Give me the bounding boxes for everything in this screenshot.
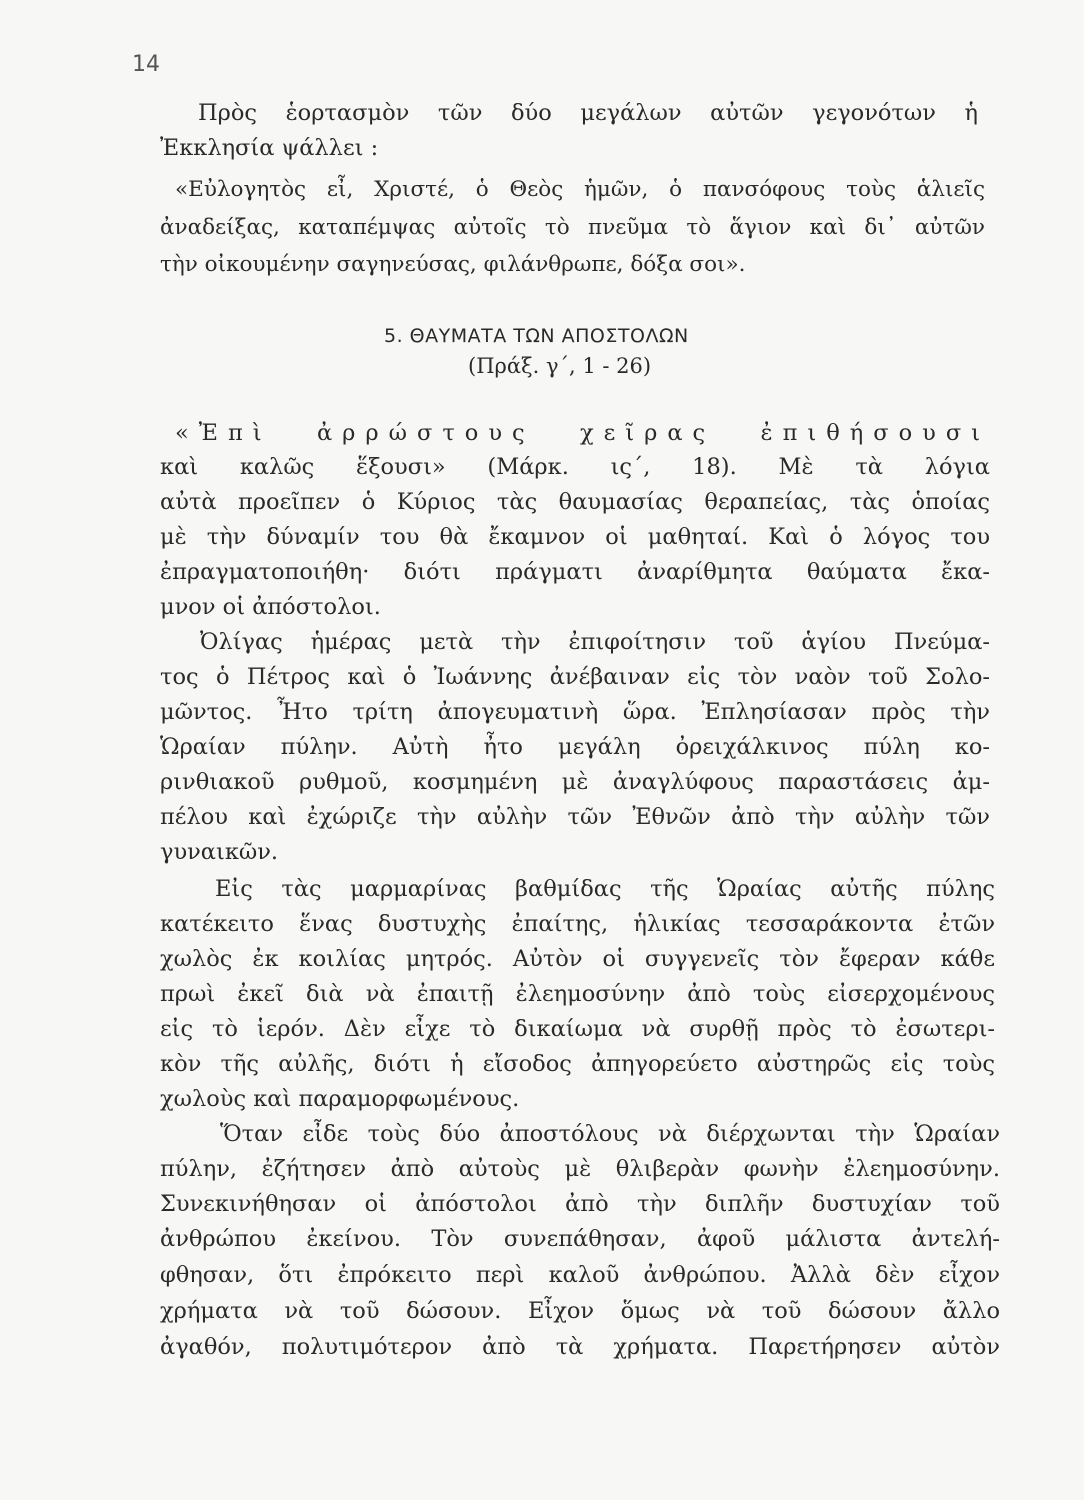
section-heading: 5. ΘΑΥΜΑΤΑ ΤΩΝ ΑΠΟΣΤΟΛΩΝ — [384, 325, 689, 347]
body-line: ἀγαθόν, πολυτιμότερον ἀπὸ τὰ χρήματα. Παρετήρησεν αὐτὸν — [160, 1334, 1000, 1360]
body-line: τος ὁ Πέτρος καὶ ὁ Ἰωάννης ἀνέβαιναν εἰς τὸν ναὸν τοῦ Σολο- — [160, 664, 990, 690]
body-line: μὲ τὴν δύναμίν του θὰ ἔκαμνον οἱ μαθηταί. Καὶ ὁ λόγος του — [160, 524, 990, 550]
body-line: πέλου καὶ ἐχώριζε τὴν αὐλὴν τῶν Ἐθνῶν ἀπὸ τὴν αὐλὴν τῶν — [160, 804, 990, 830]
body-line: εἰς τὸ ἱερόν. Δὲν εἶχε τὸ δικαίωμα νὰ συρθῇ πρὸς τὸ ἐσωτερι- — [160, 1016, 995, 1042]
body-line: χωλοὺς καὶ παραμορφωμένους. — [160, 1086, 520, 1112]
body-line: χωλὸς ἐκ κοιλίας μητρός. Αὐτὸν οἱ συγγενεῖς τὸν ἔφεραν κάθε — [160, 946, 995, 972]
body-line: φθησαν, ὅτι ἐπρόκειτο περὶ καλοῦ ἀνθρώπου. Ἀλλὰ δὲν εἶχον — [160, 1262, 1000, 1288]
body-line: μῶντος. Ἦτο τρίτη ἀπογευματινὴ ὥρα. Ἐπλησίασαν πρὸς τὴν — [160, 699, 990, 725]
body-line: κατέκειτο ἕνας δυστυχὴς ἐπαίτης, ἡλικίας τεσσαράκοντα ἐτῶν — [160, 911, 995, 937]
scripture-reference: (Πράξ. γ΄, 1 - 26) — [468, 354, 652, 378]
body-line: πύλην, ἐζήτησεν ἀπὸ αὐτοὺς μὲ θλιβερὰν φωνὴν ἐλεημοσύνην. — [160, 1156, 1000, 1182]
body-line: Συνεκινήθησαν οἱ ἀπόστολοι ἀπὸ τὴν διπλῆν δυστυχίαν τοῦ — [160, 1191, 1000, 1217]
body-line: πρωὶ ἐκεῖ διὰ νὰ ἐπαιτῇ ἐλεημοσύνην ἀπὸ τοὺς εἰσερχομένους — [160, 981, 995, 1007]
body-line: ἐπραγματοποιήθη· διότι πράγματι ἀναρίθμητα θαύματα ἔκα- — [160, 559, 990, 585]
body-line: Ὡραίαν πύλην. Αὐτὴ ἦτο μεγάλη ὀρειχάλκινος πύλη κο- — [160, 734, 990, 760]
body-line: Ὅταν εἶδε τοὺς δύο ἀποστόλους νὰ διέρχωνται τὴν Ὡραίαν — [220, 1121, 1000, 1147]
body-line: κὸν τῆς αὐλῆς, διότι ἡ εἴσοδος ἀπηγορεύετο αὐστηρῶς εἰς τοὺς — [160, 1051, 995, 1077]
body-line: καὶ καλῶς ἕξουσι» (Μάρκ. ις΄, 18). Μὲ τὰ λόγια — [160, 454, 990, 480]
quote-line: τὴν οἰκουμένην σαγηνεύσας, φιλάνθρωπε, δόξα σοι». — [160, 252, 746, 277]
intro-line: Πρὸς ἑορτασμὸν τῶν δύο μεγάλων αὐτῶν γεγονότων ἡ — [198, 100, 978, 126]
body-line: Ὀλίγας ἡμέρας μετὰ τὴν ἐπιφοίτησιν τοῦ ἁγίου Πνεύμα- — [200, 629, 990, 655]
quote-line: ἀναδείξας, καταπέμψας αὐτοῖς τὸ πνεῦμα τὸ ἅγιον καὶ δι᾿ αὐτῶν — [160, 215, 985, 240]
intro-line: Ἐκκλησία ψάλλει : — [160, 135, 379, 161]
body-line: γυναικῶν. — [160, 839, 279, 865]
body-line: «Ἐπὶ ἀρρώστους χεῖρας ἐπιθήσουσι — [175, 420, 990, 446]
body-line: ἀνθρώπου ἐκείνου. Τὸν συνεπάθησαν, ἀφοῦ μάλιστα ἀντελή- — [160, 1226, 1000, 1252]
quote-line: «Εὐλογητὸς εἶ, Χριστέ, ὁ Θεὸς ἡμῶν, ὁ πανσόφους τοὺς ἁλιεῖς — [175, 177, 985, 202]
body-line: χρήματα νὰ τοῦ δώσουν. Εἶχον ὅμως νὰ τοῦ δώσουν ἄλλο — [160, 1298, 1000, 1324]
body-line: αὐτὰ προεῖπεν ὁ Κύριος τὰς θαυμασίας θεραπείας, τὰς ὁποίας — [160, 489, 990, 515]
body-line: μνον οἱ ἀπόστολοι. — [160, 594, 381, 620]
body-line: ρινθιακοῦ ρυθμοῦ, κοσμημένη μὲ ἀναγλύφους παραστάσεις ἀμ- — [160, 769, 990, 795]
page-number: 14 — [132, 52, 160, 77]
body-line: Εἰς τὰς μαρμαρίνας βαθμίδας τῆς Ὡραίας αὐτῆς πύλης — [215, 876, 995, 902]
